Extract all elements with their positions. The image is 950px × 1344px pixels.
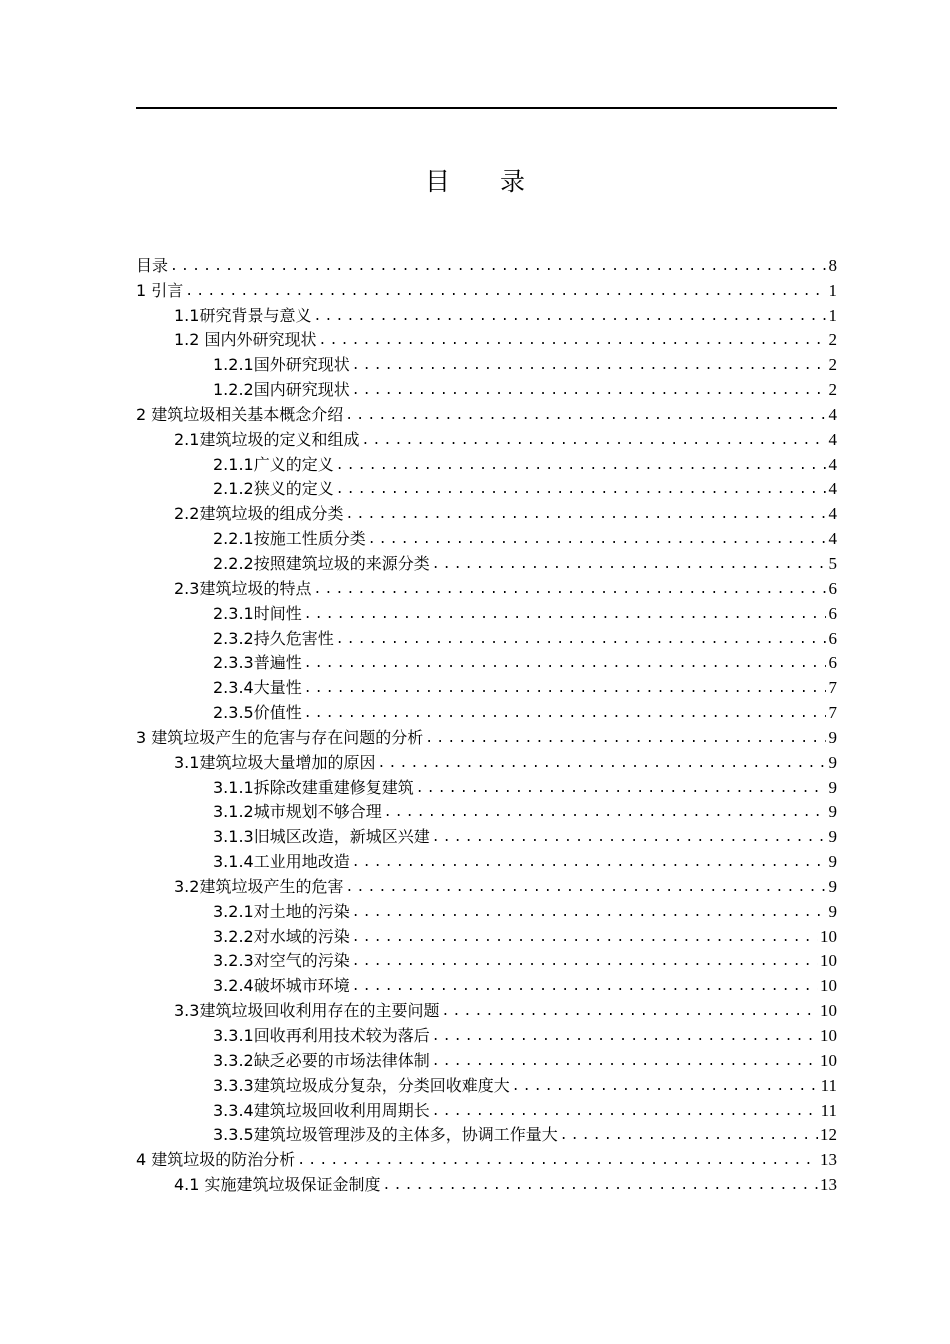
toc-entry-title: 4 建筑垃圾的防治分析 <box>136 1150 296 1170</box>
toc-entry[interactable] <box>136 799 837 824</box>
toc-entry[interactable] <box>136 575 837 600</box>
toc-dot-leader <box>304 704 826 724</box>
toc-entry[interactable] <box>136 426 837 451</box>
toc-dot-leader <box>512 1077 819 1097</box>
toc-entry-title: 2.1.1广义的定义 <box>213 454 334 474</box>
toc-dot-leader <box>361 431 826 451</box>
toc-entry[interactable] <box>136 724 837 749</box>
toc-entry-page-number: 2 <box>828 330 837 350</box>
toc-entry[interactable] <box>136 401 837 426</box>
toc-entry-title: 2.3.3普遍性 <box>213 653 302 673</box>
toc-entry-title: 3.1建筑垃圾大量增加的原因 <box>174 752 376 772</box>
toc-dot-leader <box>425 729 826 749</box>
toc-entry-title: 3 建筑垃圾产生的危害与存在问题的分析 <box>136 727 424 747</box>
header-rule <box>136 107 837 109</box>
toc-entry-title: 3.2建筑垃圾产生的危害 <box>174 876 344 896</box>
toc-entry-title: 3.1.4工业用地改造 <box>213 852 350 872</box>
toc-entry-title: 2.3建筑垃圾的特点 <box>174 578 312 598</box>
toc-entry-title: 2 建筑垃圾相关基本概念介绍 <box>136 404 344 424</box>
toc-entry-page-number: 13 <box>820 1175 837 1195</box>
toc-entry[interactable] <box>136 351 837 376</box>
toc-dot-leader <box>336 480 826 500</box>
toc-entry-page-number: 9 <box>828 777 837 797</box>
toc-entry-page-number: 4 <box>828 404 837 424</box>
toc-entry-page-number: 9 <box>828 802 837 822</box>
toc-entry-page-number: 2 <box>828 380 837 400</box>
toc-entry-page-number: 11 <box>820 1100 837 1120</box>
toc-entry-title: 3.1.2城市规划不够合理 <box>213 802 382 822</box>
toc-entry-page-number: 4 <box>828 429 837 449</box>
toc-entry[interactable] <box>136 1047 837 1072</box>
toc-dot-leader <box>313 307 826 327</box>
toc-entry[interactable] <box>136 873 837 898</box>
toc-entry-page-number: 6 <box>828 653 837 673</box>
toc-entry[interactable] <box>136 1097 837 1122</box>
toc-entry-title: 2.2建筑垃圾的组成分类 <box>174 504 344 524</box>
toc-title <box>0 162 950 198</box>
toc-entry-page-number: 9 <box>828 827 837 847</box>
toc-entry-title: 1 引言 <box>136 280 184 300</box>
toc-entry[interactable] <box>136 923 837 948</box>
toc-entry[interactable] <box>136 525 837 550</box>
toc-entry-title: 3.1.1拆除改建重建修复建筑 <box>213 777 414 797</box>
toc-entry-page-number: 10 <box>820 1001 837 1021</box>
toc-entry-title: 2.1建筑垃圾的定义和组成 <box>174 429 360 449</box>
toc-entry[interactable] <box>136 898 837 923</box>
toc-entry-page-number: 6 <box>828 603 837 623</box>
toc-dot-leader <box>345 505 826 525</box>
toc-entry[interactable] <box>136 997 837 1022</box>
toc-dot-leader <box>352 903 826 923</box>
toc-entry-page-number: 2 <box>828 355 837 375</box>
toc-entry-title: 3.2.2对水域的污染 <box>213 926 350 946</box>
toc-dot-leader <box>336 456 826 476</box>
toc-entry[interactable] <box>136 476 837 501</box>
toc-entry[interactable] <box>136 451 837 476</box>
toc-entry-page-number: 10 <box>820 976 837 996</box>
toc-dot-leader <box>304 679 826 699</box>
toc-entry-title: 2.3.5价值性 <box>213 703 302 723</box>
toc-dot-leader <box>297 1151 818 1171</box>
toc-entry-title: 1.2.2国内研究现状 <box>213 380 350 400</box>
toc-entry-page-number: 9 <box>828 752 837 772</box>
toc-entry[interactable] <box>136 376 837 401</box>
toc-entry[interactable] <box>136 972 837 997</box>
toc-entry-page-number: 7 <box>828 703 837 723</box>
toc-entry[interactable] <box>136 674 837 699</box>
toc-dot-leader <box>432 555 826 575</box>
toc-entry-page-number: 4 <box>828 529 837 549</box>
toc-entry-page-number: 9 <box>828 901 837 921</box>
toc-entry-page-number: 12 <box>820 1125 837 1145</box>
toc-dot-leader <box>313 580 826 600</box>
toc-entry-page-number: 10 <box>820 1050 837 1070</box>
toc-dot-leader <box>304 654 826 674</box>
toc-dot-leader <box>345 406 826 426</box>
toc-dot-leader <box>185 282 826 302</box>
toc-entry-page-number: 9 <box>828 876 837 896</box>
toc-entry-title: 3.3.5建筑垃圾管理涉及的主体多，协调工作量大 <box>213 1125 558 1145</box>
toc-entry-title: 2.3.4大量性 <box>213 678 302 698</box>
toc-entry-title: 目录 <box>136 255 169 275</box>
toc-entry-title: 4.1 实施建筑垃圾保证金制度 <box>174 1175 381 1195</box>
toc-entry[interactable] <box>136 277 837 302</box>
toc-entry-page-number: 10 <box>820 1026 837 1045</box>
toc-entry[interactable] <box>136 252 837 277</box>
toc-dot-leader <box>352 977 818 997</box>
toc-entry-title: 3.3.3建筑垃圾成分复杂，分类回收难度大 <box>213 1075 510 1095</box>
toc-dot-leader <box>352 952 818 972</box>
toc-entry-page-number: 13 <box>820 1150 837 1170</box>
toc-entry-page-number: 6 <box>828 578 837 598</box>
toc-entry-page-number: 9 <box>828 727 837 747</box>
toc-dot-leader <box>336 630 826 650</box>
toc-title-char-1: 目 <box>424 167 450 196</box>
toc-entry-title: 1.1研究背景与意义 <box>174 305 312 325</box>
toc-entry-title: 2.3.2持久危害性 <box>213 628 334 648</box>
toc-entry-title: 2.2.1按施工性质分类 <box>213 529 366 549</box>
toc-entry-title: 3.3建筑垃圾回收利用存在的主要问题 <box>174 1001 440 1021</box>
toc-entry[interactable] <box>136 774 837 799</box>
toc-dot-leader <box>432 1052 818 1072</box>
toc-entry[interactable] <box>136 600 837 625</box>
toc-dot-leader <box>416 779 826 799</box>
toc-dot-leader <box>383 1176 818 1196</box>
toc-dot-leader <box>304 605 826 625</box>
toc-dot-leader <box>560 1126 818 1146</box>
toc-entry-title: 2.1.2狭义的定义 <box>213 479 334 499</box>
toc-entry-page-number: 6 <box>828 628 837 648</box>
toc-entry-title: 3.2.3对空气的污染 <box>213 951 350 971</box>
toc-entry-title: 2.2.2按照建筑垃圾的来源分类 <box>213 553 430 573</box>
toc-entry-title: 1.2 国内外研究现状 <box>174 330 317 350</box>
toc-entry[interactable] <box>136 500 837 525</box>
toc-entry-title: 3.3.1回收再利用技术较为落后 <box>213 1026 430 1045</box>
toc-entry-page-number: 8 <box>828 255 837 275</box>
toc-entry[interactable] <box>136 1072 837 1097</box>
toc-dot-leader <box>432 1102 819 1122</box>
toc-dot-leader <box>368 530 826 550</box>
toc-entry-title: 3.1.3旧城区改造，新城区兴建 <box>213 827 430 847</box>
toc-entry-page-number: 10 <box>820 926 837 946</box>
toc-entry-page-number: 4 <box>828 504 837 524</box>
toc-entry-page-number: 9 <box>828 852 837 872</box>
toc-entry[interactable] <box>136 749 837 774</box>
toc-entry[interactable] <box>136 550 837 575</box>
toc-entry-page-number: 10 <box>820 951 837 971</box>
toc-list <box>136 252 837 1196</box>
toc-dot-leader <box>345 878 826 898</box>
toc-entry-page-number: 5 <box>828 553 837 573</box>
toc-entry[interactable] <box>136 848 837 873</box>
toc-entry[interactable] <box>136 1022 837 1047</box>
toc-entry-page-number: 4 <box>828 479 837 499</box>
toc-entry[interactable] <box>136 1171 837 1196</box>
toc-entry-title: 2.3.1时间性 <box>213 603 302 623</box>
toc-dot-leader <box>170 257 826 277</box>
toc-entry[interactable] <box>136 948 837 973</box>
toc-entry[interactable] <box>136 327 837 352</box>
toc-title-char-2: 录 <box>500 167 526 196</box>
toc-entry-page-number: 11 <box>820 1075 837 1095</box>
toc-dot-leader <box>352 853 826 873</box>
toc-dot-leader <box>441 1002 818 1022</box>
toc-dot-leader <box>352 928 818 948</box>
toc-entry-page-number: 7 <box>828 678 837 698</box>
toc-entry[interactable] <box>136 699 837 724</box>
toc-entry[interactable] <box>136 625 837 650</box>
toc-dot-leader <box>377 754 826 774</box>
toc-dot-leader <box>432 1027 818 1047</box>
toc-entry[interactable] <box>136 1122 837 1147</box>
toc-entry[interactable] <box>136 823 837 848</box>
toc-entry-page-number: 1 <box>828 280 837 300</box>
toc-entry[interactable] <box>136 1146 837 1171</box>
toc-dot-leader <box>384 803 826 823</box>
toc-dot-leader <box>319 331 826 351</box>
toc-dot-leader <box>352 356 826 376</box>
toc-entry-page-number: 4 <box>828 454 837 474</box>
toc-dot-leader <box>352 381 826 401</box>
toc-entry-title: 3.2.4破坏城市环境 <box>213 976 350 996</box>
toc-entry[interactable] <box>136 650 837 675</box>
toc-dot-leader <box>432 828 826 848</box>
toc-entry-title: 3.2.1对土地的污染 <box>213 901 350 921</box>
toc-entry-title: 3.3.4建筑垃圾回收利用周期长 <box>213 1100 430 1120</box>
toc-entry-title: 1.2.1国外研究现状 <box>213 355 350 375</box>
toc-entry-page-number: 1 <box>828 305 837 325</box>
toc-entry-title: 3.3.2缺乏必要的市场法律体制 <box>213 1050 430 1070</box>
toc-entry[interactable] <box>136 302 837 327</box>
